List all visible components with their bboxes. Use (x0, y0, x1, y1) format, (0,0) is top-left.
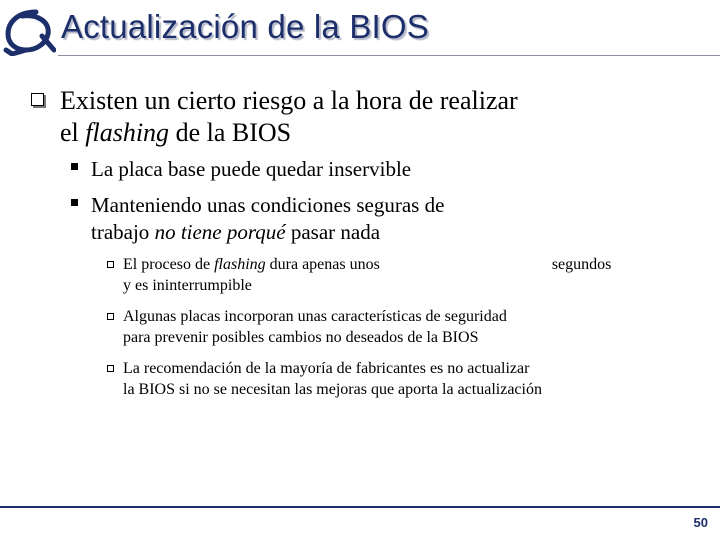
subpoint-2-text-a: Manteniendo unas condiciones seguras de trabajo (91, 193, 445, 244)
detail-1-line-1 (123, 254, 713, 275)
subpoint-1-text: La placa base puede quedar inservible (91, 157, 412, 181)
main-point-text-a: Existen un cierto riesgo a la hora de realizar el (60, 86, 518, 147)
detail-2 (123, 306, 713, 348)
detail-2-line-2: para prevenir posibles cambios no deseados de la BIOS (123, 329, 479, 346)
subpoint-2-text-b: pasar nada (285, 220, 381, 244)
main-point-emphasis: flashing (85, 118, 170, 147)
subpoint-2 (91, 192, 491, 246)
detail-2-line-1: Algunas placas incorporan unas características de seguridad (123, 308, 507, 325)
university-logo-icon (2, 6, 56, 56)
detail-1-emphasis: flashing (214, 256, 266, 273)
slide-title: Actualización de la BIOS (61, 8, 429, 45)
detail-3 (123, 358, 713, 400)
detail-1 (123, 254, 713, 296)
footer-divider (0, 506, 720, 508)
detail-3-line-1: La recomendación de la mayoría de fabricantes es no actualizar (123, 360, 530, 377)
subpoint-2-emphasis: no tiene porqué (154, 220, 286, 244)
hollow-square-bullet-icon (107, 365, 114, 372)
hollow-square-bullet-icon (107, 313, 114, 320)
detail-3-line-2: la BIOS si no se necesitan las mejoras que aporta la actualización (123, 381, 542, 398)
page-number: 50 (693, 515, 708, 530)
detail-1-text-end: segundos (551, 256, 612, 273)
main-point (60, 85, 520, 149)
square-bullet-icon (31, 93, 44, 106)
detail-1-line-2: y es ininterrumpible (123, 277, 252, 294)
filled-square-bullet-icon (71, 163, 78, 170)
main-point-text-b: de la BIOS (169, 118, 292, 147)
detail-1-text-b: dura apenas unos (265, 256, 380, 273)
title-divider (58, 55, 720, 56)
hollow-square-bullet-icon (107, 261, 114, 268)
detail-1-text-a: El proceso de (123, 256, 215, 273)
subpoint-1 (91, 156, 491, 183)
filled-square-bullet-icon (71, 199, 78, 206)
